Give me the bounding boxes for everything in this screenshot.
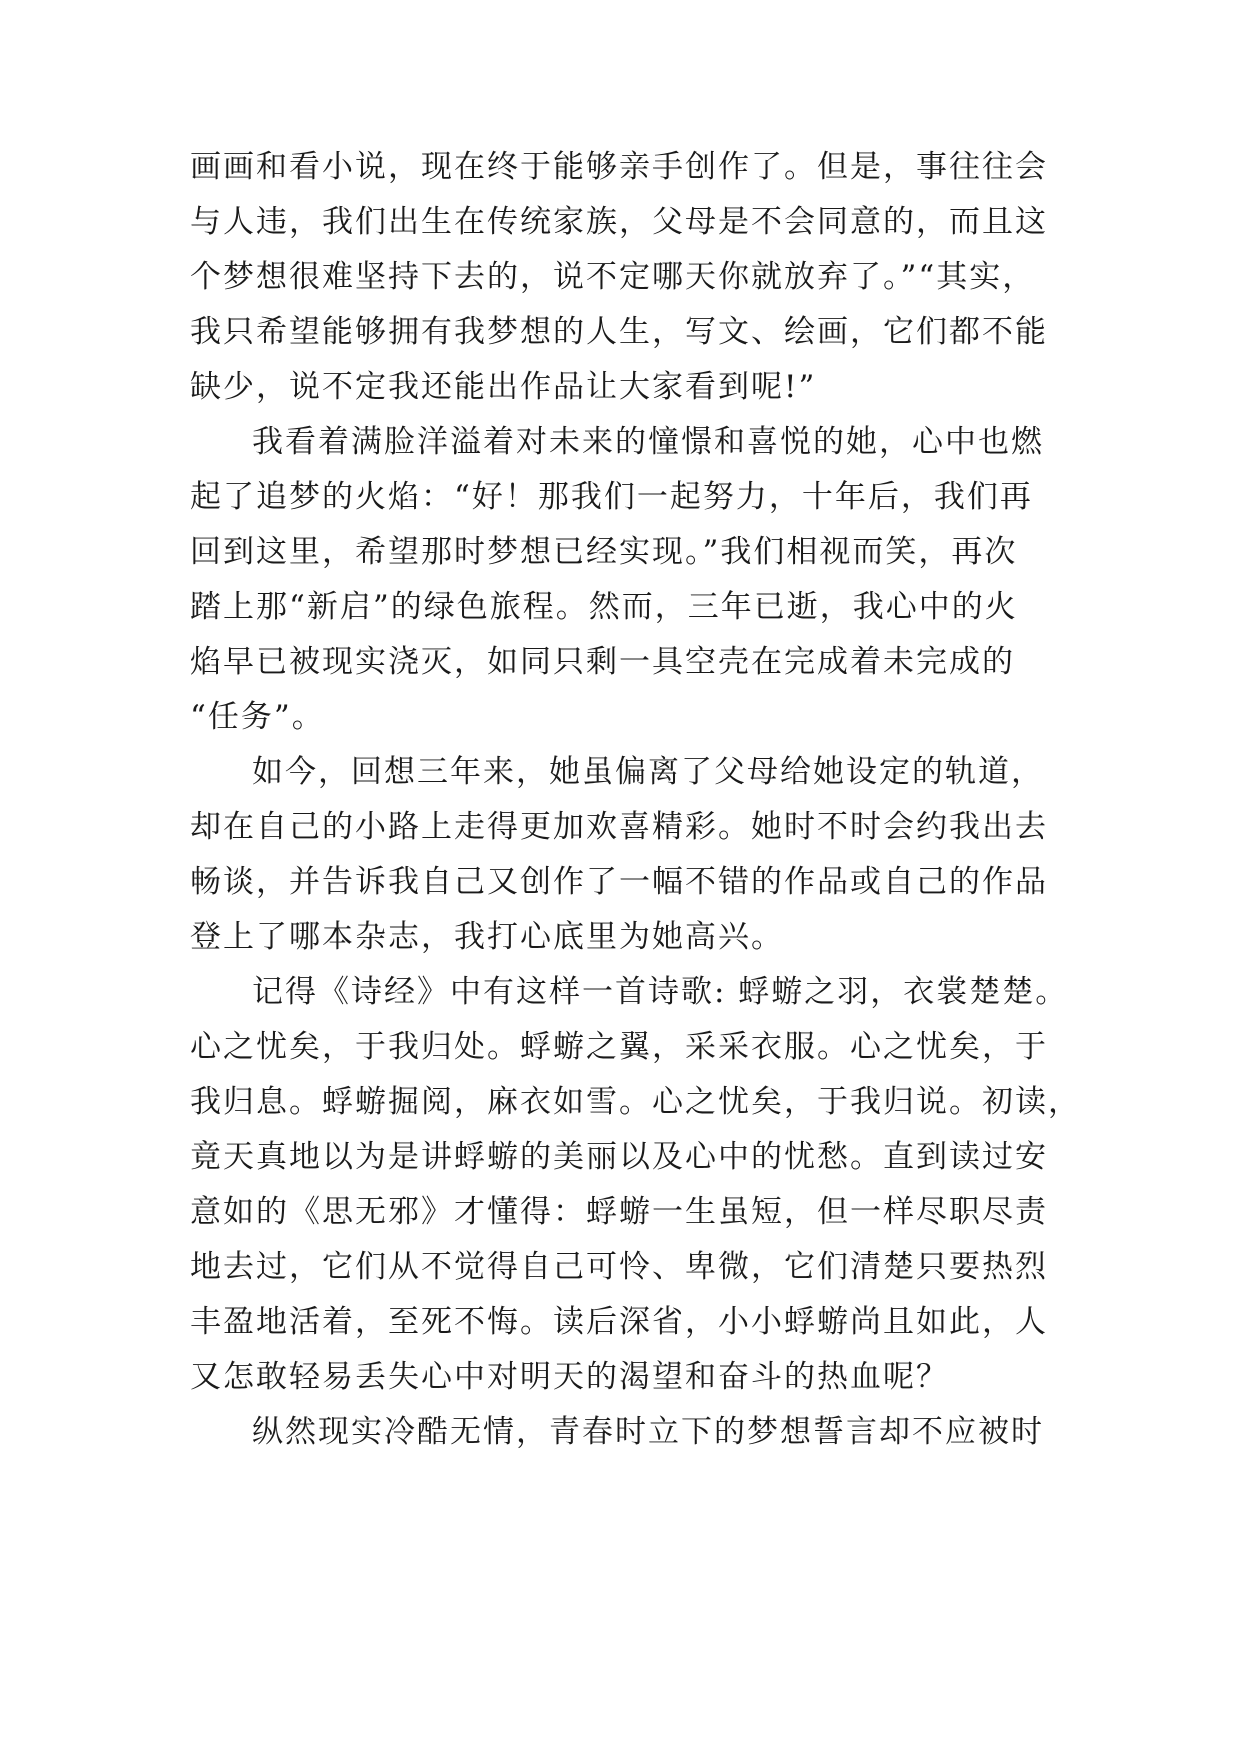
text-line: 与人违，我们出生在传统家族，父母是不会同意的，而且这: [190, 204, 1048, 240]
text-line: 焰早已被现实浇灭，如同只剩一具空壳在完成着未完成的: [190, 644, 1015, 680]
text-line: 画画和看小说，现在终于能够亲手创作了。但是，事往往会: [190, 149, 1048, 185]
text-line: 丰盈地活着，至死不悔。读后深省，小小蜉蝣尚且如此，人: [190, 1304, 1048, 1340]
text-line: 我只希望能够拥有我梦想的人生，写文、绘画，它们都不能: [190, 314, 1048, 350]
text-line: 意如的《思无邪》才懂得：蜉蝣一生虽短，但一样尽职尽责: [190, 1194, 1048, 1230]
text-line: 竟天真地以为是讲蜉蝣的美丽以及心中的忧愁。直到读过安: [190, 1139, 1048, 1175]
text-line: 畅谈，并告诉我自己又创作了一幅不错的作品或自己的作品: [190, 864, 1048, 900]
paragraph-first-line: 我看着满脸洋溢着对未来的憧憬和喜悦的她，心中也燃: [252, 424, 1044, 460]
text-line: 我归息。蜉蝣掘阅，麻衣如雪。心之忧矣，于我归说。初读，: [190, 1084, 1081, 1120]
text-line: 个梦想很难坚持下去的，说不定哪天你就放弃了。”“其实，: [190, 259, 1036, 295]
text-line: 心之忧矣，于我归处。蜉蝣之翼，采采衣服。心之忧矣，于: [190, 1029, 1048, 1065]
text-line: 登上了哪本杂志，我打心底里为她高兴。: [190, 919, 784, 955]
text-line: 回到这里，希望那时梦想已经实现。”我们相视而笑，再次: [190, 534, 1018, 570]
paragraph-first-line: 纵然现实冷酷无情，青春时立下的梦想誓言却不应被时: [252, 1414, 1044, 1450]
text-line: 却在自己的小路上走得更加欢喜精彩。她时不时会约我出去: [190, 809, 1048, 845]
text-line: 踏上那“新启”的绿色旅程。然而，三年已逝，我心中的火: [190, 589, 1018, 625]
paragraph-first-line: 如今，回想三年来，她虽偏离了父母给她设定的轨道，: [252, 754, 1044, 790]
text-line: 地去过，它们从不觉得自己可怜、卑微，它们清楚只要热烈: [190, 1249, 1048, 1285]
text-line: 又怎敢轻易丢失心中对明天的渴望和奋斗的热血呢？: [190, 1359, 949, 1395]
text-line: 缺少，说不定我还能出作品让大家看到呢!”: [190, 369, 817, 405]
text-line: 起了追梦的火焰：“好！那我们一起努力，十年后，我们再: [190, 479, 1033, 515]
paragraph-first-line: 记得《诗经》中有这样一首诗歌: 蜉蝣之羽，衣裳楚楚。: [252, 974, 1069, 1010]
text-line: “任务”。: [190, 699, 325, 735]
